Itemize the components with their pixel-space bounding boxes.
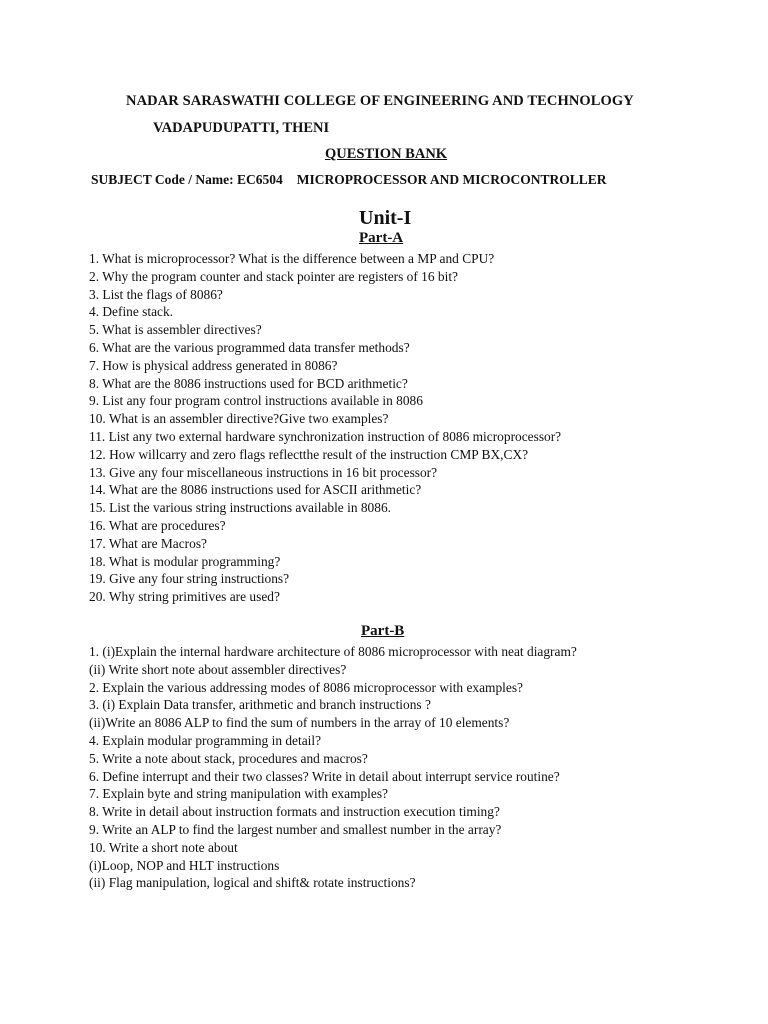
question-item: 12. How willcarry and zero flags reflectthe result of the instruction CMP BX,CX? (89, 446, 529, 462)
question-item: 1. (i)Explain the internal hardware architecture of 8086 microprocessor with neat diagram? (89, 644, 577, 659)
question-item: 8. What are the 8086 instructions used for BCD arithmetic? (89, 375, 408, 391)
subject-line (91, 172, 607, 188)
question-item: 9. Write an ALP to find the largest number and smallest number in the array? (89, 821, 502, 837)
question-item: 2. Explain the various addressing modes of 8086 microprocessor with examples? (89, 679, 523, 695)
question-item: 7. Explain byte and string manipulation with examples? (89, 786, 388, 802)
question-item: 13. Give any four miscellaneous instructions in 16 bit processor? (89, 464, 438, 480)
question-item: 19. Give any four string instructions? (89, 571, 290, 587)
unit-title: Unit-I (359, 207, 412, 229)
college-location: VADAPUDUPATTI, THENI (153, 120, 330, 136)
part-a-title: Part-A (359, 230, 404, 246)
question-item: 1. What is microprocessor? What is the difference between a MP and CPU? (89, 251, 495, 266)
part-b-title: Part-B (361, 623, 405, 639)
question-item: (ii) Write short note about assembler directives? (89, 661, 347, 677)
subject-name: MICROPROCESSOR AND MICROCONTROLLER (296, 172, 607, 187)
college-name: NADAR SARASWATHI COLLEGE OF ENGINEERING AND TECHNOLOGY (126, 93, 634, 109)
question-item: 18. What is modular programming? (89, 553, 281, 569)
question-item: 3. (i) Explain Data transfer, arithmetic and branch instructions ? (89, 697, 431, 713)
question-item: 3. List the flags of 8086? (89, 286, 223, 302)
question-item: 6. What are the various programmed data transfer methods? (89, 339, 410, 355)
question-item: 8. Write in detail about instruction formats and instruction execution timing? (89, 804, 500, 820)
question-item: 4. Explain modular programming in detail? (89, 732, 322, 748)
question-item: 17. What are Macros? (89, 535, 207, 551)
question-item: 14. What are the 8086 instructions used for ASCII arithmetic? (89, 482, 422, 498)
question-item: (i)Loop, NOP and HLT instructions (89, 857, 280, 873)
question-item: 2. Why the program counter and stack pointer are registers of 16 bit? (89, 268, 458, 284)
question-item: 7. How is physical address generated in 8086? (89, 357, 338, 373)
question-item: 16. What are procedures? (89, 517, 226, 533)
document-type-heading: QUESTION BANK (325, 146, 448, 162)
question-item: 15. List the various string instructions available in 8086. (89, 500, 391, 516)
question-item: 4. Define stack. (89, 304, 174, 320)
question-item: (ii) Flag manipulation, logical and shift& rotate instructions? (89, 875, 416, 891)
question-item: 11. List any two external hardware synchronization instruction of 8086 microprocessor? (89, 428, 562, 444)
question-item: 9. List any four program control instructions available in 8086 (89, 393, 423, 409)
question-item: 10. Write a short note about (89, 839, 238, 855)
question-item: 10. What is an assembler directive?Give two examples? (89, 411, 389, 427)
subject-code-label: SUBJECT Code / Name: EC6504 (91, 172, 283, 187)
question-item: 20. Why string primitives are used? (89, 589, 280, 605)
question-item: 5. What is assembler directives? (89, 322, 262, 338)
part-a-question-list (89, 250, 561, 606)
part-b-question-list (89, 643, 577, 892)
question-item: (ii)Write an 8086 ALP to find the sum of numbers in the array of 10 elements? (89, 715, 510, 731)
question-item: 6. Define interrupt and their two classes? Write in detail about interrupt service routine? (89, 768, 560, 784)
question-item: 5. Write a note about stack, procedures and macros? (89, 750, 368, 766)
